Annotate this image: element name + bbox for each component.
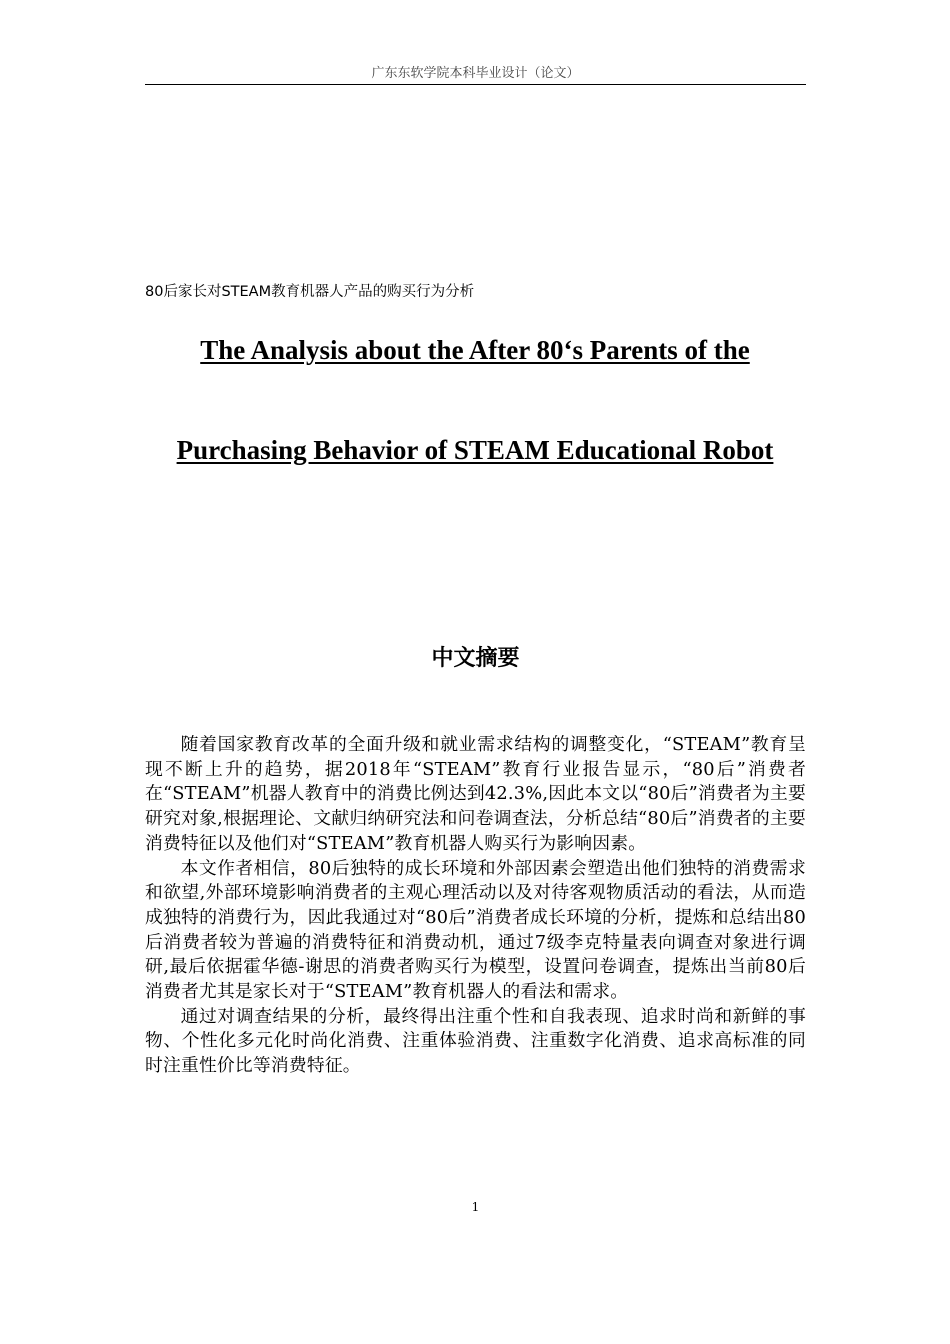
header-text: 广东东软学院本科毕业设计（论文） — [371, 66, 580, 81]
page-number: 1 — [471, 1200, 480, 1214]
abstract-heading: 中文摘要 — [431, 646, 520, 671]
english-title-line-2: Purchasing Behavior of STEAM Educational Robot — [176, 435, 774, 465]
abstract-body — [145, 733, 806, 1079]
abstract-paragraph-3: 通过对调查结果的分析，最终得出注重个性和自我表现、追求时尚和新鲜的事物、个性化多元化时尚化消费、注重体验消费、注重数字化消费、追求高标准的同时注重性价比等消费特征。 — [145, 1005, 806, 1077]
page-header — [145, 64, 806, 85]
english-title-line-1: The Analysis about the After 80‘s Parents of the — [200, 335, 750, 365]
chinese-title: 80后家长对STEAM教育机器人产品的购买行为分析 — [145, 284, 475, 300]
abstract-paragraph-2: 本文作者相信，80后独特的成长环境和外部因素会塑造出他们独特的消费需求和欲望,外部环境影响消费者的主观心理活动以及对待客观物质活动的看法，从而造成独特的消费行为，因此我通过对“80后”消费者成长环境的分析，提炼和总结出80后消费者较为普遍的消费特征和消费动机，通过7级李克特量表向调查对象进行调研,最后依据霍华德-谢思的消费者购买行为模型，设置问卷调查，提炼出当前80后消费者尤其是家长对于“STEAM”教育机器人的看法和需求。 — [145, 857, 806, 1003]
abstract-paragraph-1: 随着国家教育改革的全面升级和就业需求结构的调整变化，“STEAM”教育呈现不断上升的趋势，据2018年“STEAM”教育行业报告显示，“80后”消费者在“STEAM”机器人教育中的消费比例达到42.3%,因此本文以“80后”消费者为主要研究对象,根据理论、文献归纳研究法和问卷调查法，分析总结“80后”消费者的主要消费特征以及他们对“STEAM”教育机器人购买行为影响因素。 — [145, 734, 806, 854]
